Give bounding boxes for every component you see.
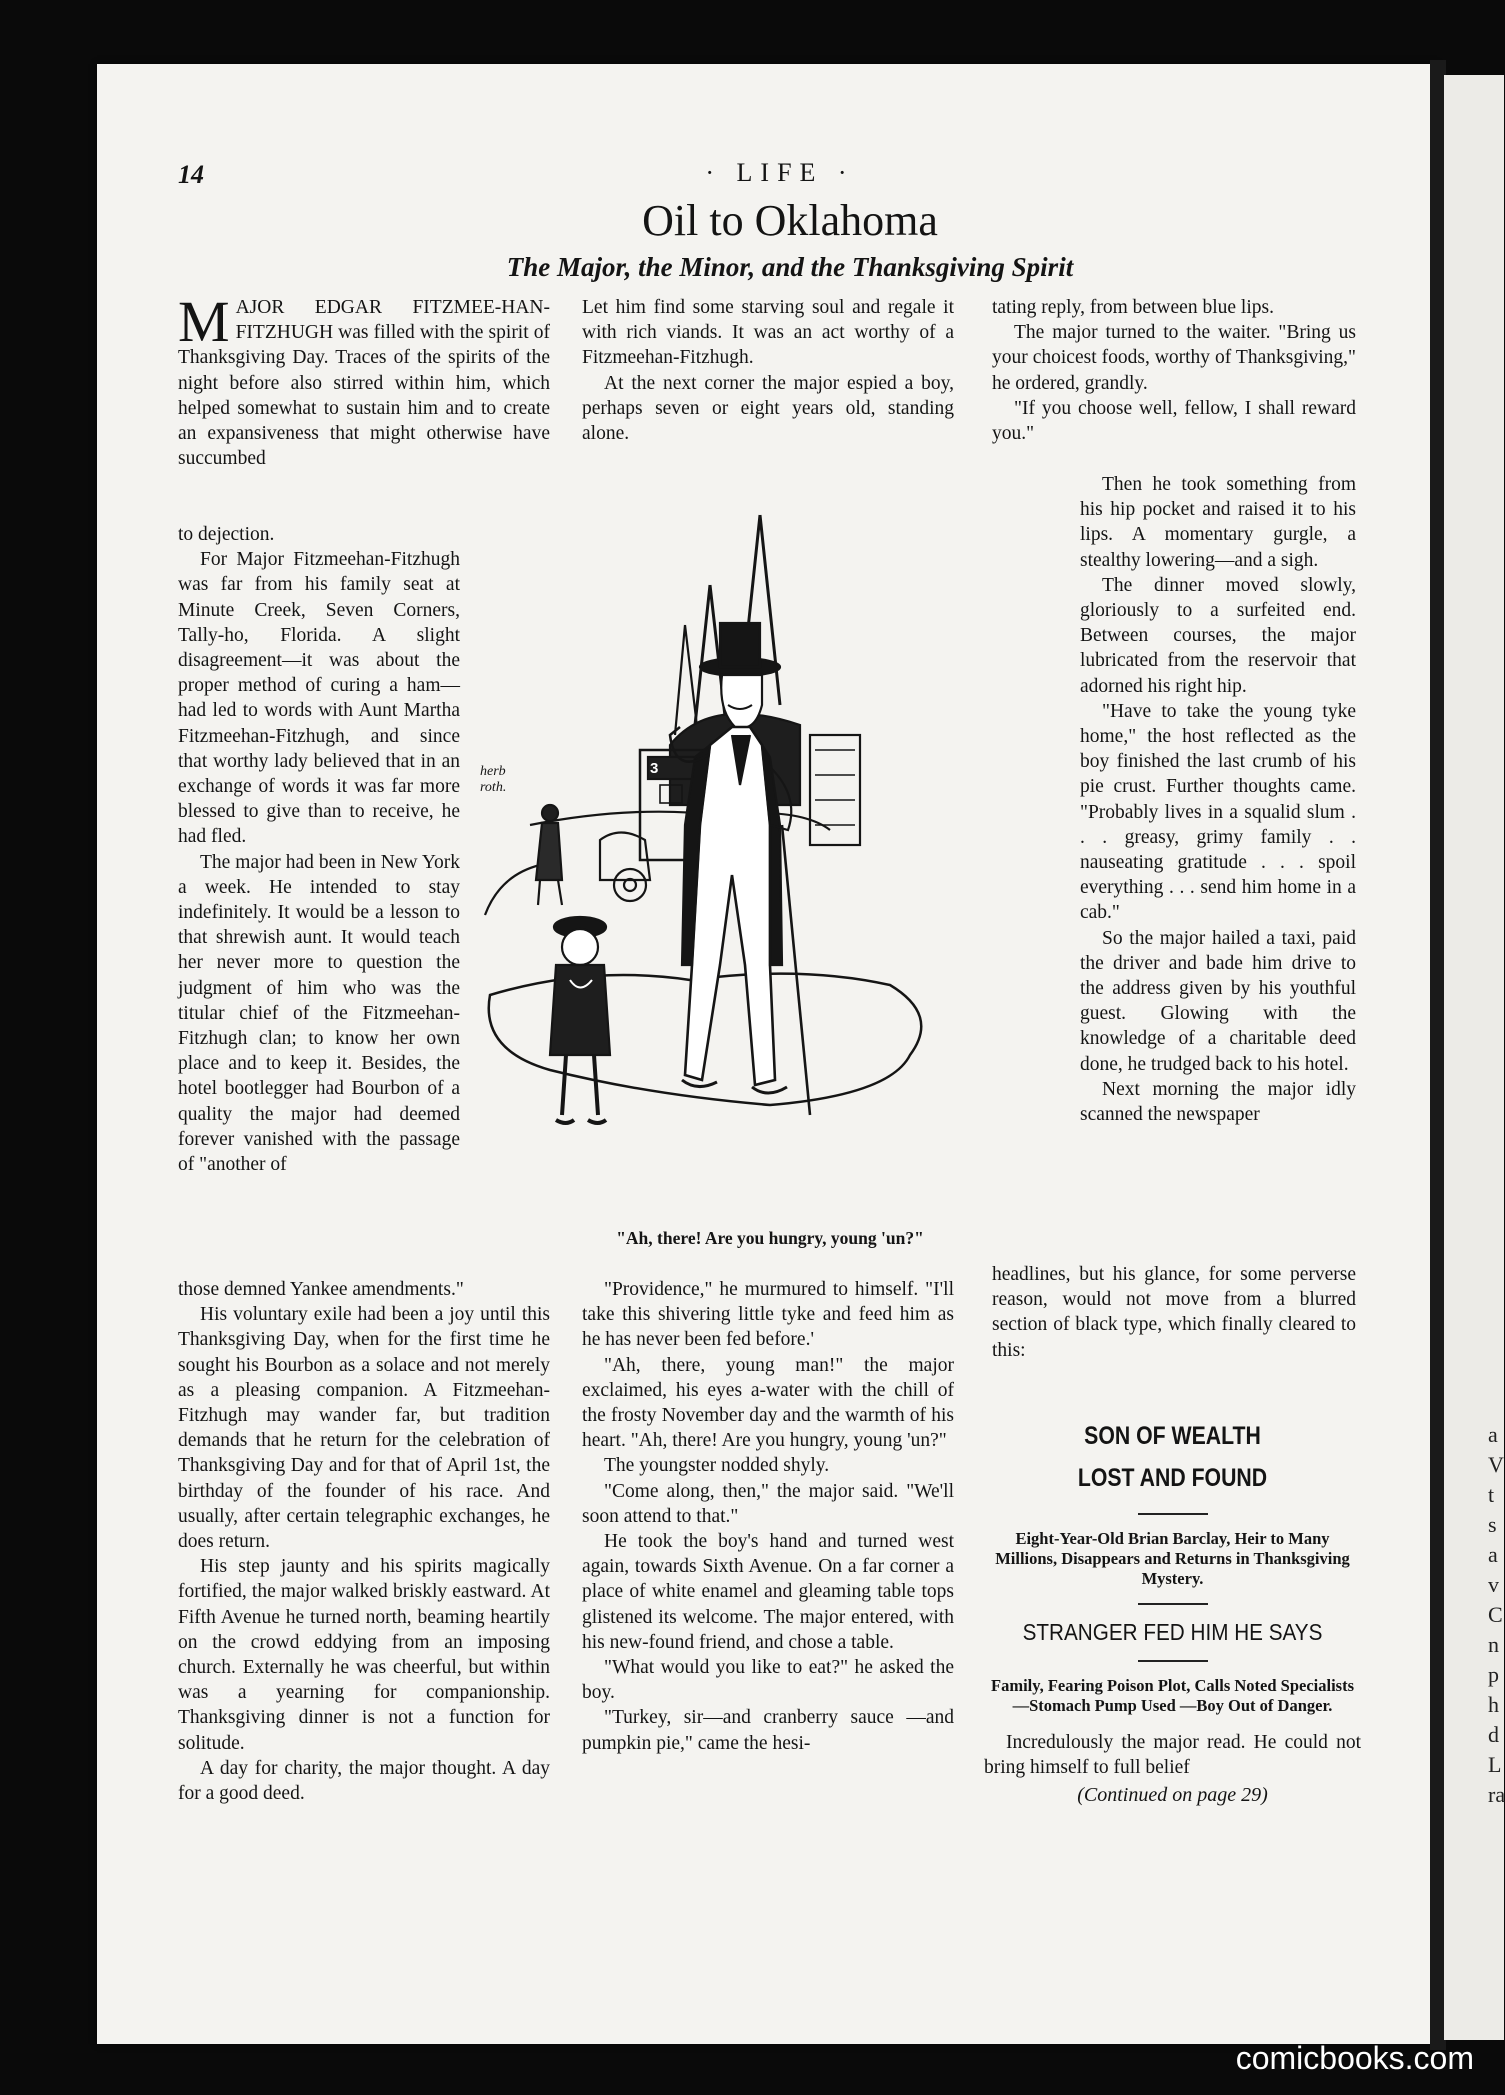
paragraph: Next morning the major idly scanned the newspaper [1080, 1078, 1356, 1126]
newspaper-clipping [980, 1415, 1365, 1807]
facing-page-letter: s [1488, 1512, 1497, 1537]
column-2-bottom [582, 1277, 954, 1756]
column-1-narrow [178, 522, 460, 1177]
column-1-lower [178, 1277, 550, 1806]
news-deck-1: Eight-Year-Old Brian Barclay, Heir to Many Millions, Disappears and Returns in Thanksgiving Mystery. [995, 1529, 1350, 1588]
column-2-top [582, 295, 954, 446]
facing-page-letter: ra [1488, 1782, 1505, 1807]
illustration-caption: "Ah, there! Are you hungry, young 'un?" [616, 1228, 924, 1248]
facing-page-letter: a [1488, 1542, 1498, 1567]
column-3-top [992, 295, 1356, 446]
page-number: 14 [178, 160, 204, 189]
bus-number: 3 [650, 760, 659, 777]
facing-page-letter: C [1488, 1602, 1503, 1627]
paragraph: "Have to take the young tyke home," the host reflected as the boy finished the last crumb of his pie crust. Further thoughts came. "Probably lives in a squalid slum . . . greasy, grimy family . . nauseating gratitude . . . spoil everything . . . send him home in a cab." [1080, 700, 1356, 924]
news-headline-2: LOST AND FOUND [1077, 1464, 1268, 1492]
illustration-signature-line1: herb [480, 764, 506, 779]
paragraph: For Major Fitzmeehan-Fitzhugh was far from his family seat at Minute Creek, Seven Corners, Tally-ho, Florida. A slight disagreement—it was about the proper method of curing a ham—had led to words with Aunt Martha Fitzmeehan-Fitzhugh, and since that worthy lady believed that in an exchange of words it was far more blessed to give than to receive, he had fled. [178, 549, 460, 848]
paragraph: "If you choose well, fellow, I shall reward you." [992, 397, 1356, 445]
facing-page-letter: d [1488, 1722, 1499, 1747]
paragraph: Let him find some starving soul and regale it with rich viands. It was an act worthy of a Fitzmeehan-Fitzhugh. [582, 297, 954, 369]
facing-page-fragments [1488, 1420, 1505, 1810]
divider [1138, 1513, 1208, 1515]
paragraph: The youngster nodded shyly. [604, 1455, 830, 1477]
illustration-signature-line2: roth. [480, 780, 507, 795]
article-title: Oil to Oklahoma [642, 196, 938, 245]
column-3-lower [992, 1262, 1356, 1363]
paragraph: "What would you like to eat?" he asked the boy. [582, 1657, 954, 1704]
facing-page-letter: V [1488, 1452, 1504, 1477]
paragraph: A day for charity, the major thought. A day for a good deed. [178, 1757, 550, 1805]
facing-page-letter: a [1488, 1422, 1498, 1447]
paragraph: The major turned to the waiter. "Bring us your choicest foods, worthy of Thanksgiving," he ordered, grandly. [992, 322, 1356, 394]
drop-cap: M [178, 289, 230, 354]
paragraph: headlines, but his glance, for some perverse reason, would not move from a blurred section of black type, which finally cleared to this: [992, 1264, 1356, 1361]
paragraph: His voluntary exile had been a joy until this Thanksgiving Day, when for the first time he sought his Bourbon as a solace and not merely as a pleasing companion. A Fitzmeehan-Fitzhugh may wander far, but tradition demands that he return for the celebration of Thanksgiving Day and for that of April 1st, the birthday of the founder of his race. And usually, after certain telegraphic exchanges, he does return. [178, 1304, 550, 1553]
paragraph: "Ah, there, young man!" the major exclaimed, his eyes a-water with the chill of the frosty November day and the warmth of his heart. "Ah, there! Are you hungry, young 'un?" [582, 1354, 954, 1452]
divider [1138, 1660, 1208, 1662]
news-deck-2: Family, Fearing Poison Plot, Calls Noted Specialists—Stomach Pump Used —Boy Out of Danger. [991, 1676, 1354, 1715]
paragraph: tating reply, from between blue lips. [992, 297, 1274, 318]
paragraph: "Turkey, sir—and cranberry sauce —and pumpkin pie," came the hesi- [582, 1707, 954, 1754]
running-head: · LIFE · [705, 158, 855, 187]
paragraph: The major had been in New York a week. He intended to stay indefinitely. It would be a lesson to that shrewish aunt. It would teach her never more to question the judgment of him who was the titular chief of the Fitzmeehan-Fitzhugh clan; to know her own place and to keep it. Besides, the hotel bootlegger had Bourbon of a quality the major had deemed forever vanished with the passage of "another of [178, 851, 460, 1176]
facing-page-letter: v [1488, 1572, 1499, 1597]
paragraph: to dejection. [178, 524, 275, 545]
illustration-major-and-boy [470, 495, 955, 1195]
news-headline-3: STRANGER FED HIM HE SAYS [1022, 1619, 1323, 1645]
watermark: comicbooks.com [1235, 2040, 1474, 2076]
paragraph: "Providence," he murmured to himself. "I'll take this shivering little tyke and feed him as he has never been fed before.' [582, 1279, 954, 1351]
paragraph: "Come along, then," the major said. "We'll soon attend to that." [582, 1480, 954, 1527]
paragraph: His step jaunty and his spirits magically fortified, the major walked briskly eastward. At Fifth Avenue he turned north, beaming heartily on the crowd eddying from an imposing church. Externally he was cheerful, but within was a yearning for companionship. Thanksgiving dinner is not a function for solitude. [178, 1556, 550, 1754]
article-subtitle: The Major, the Minor, and the Thanksgiving Spirit [506, 252, 1074, 282]
paragraph: those demned Yankee amendments." [178, 1279, 464, 1300]
facing-page-letter: L [1488, 1752, 1502, 1777]
column-1-opening [178, 289, 550, 471]
continued-note: (Continued on page 29) [1077, 1784, 1268, 1807]
paragraph: Then he took something from his hip pocket and raised it to his lips. A momentary gurgle, a stealthy lowering—and a sigh. [1080, 474, 1356, 571]
news-headline-1: SON OF WEALTH [1084, 1422, 1261, 1450]
facing-page-letter: n [1488, 1632, 1499, 1657]
facing-page-letter: h [1488, 1692, 1499, 1717]
paragraph: He took the boy's hand and turned west again, towards Sixth Avenue. On a far corner a place of white enamel and gleaming table tops glistened its welcome. The major entered, with his new-found friend, and chose a table. [582, 1531, 954, 1653]
divider [1138, 1603, 1208, 1605]
column-3-narrow [1080, 472, 1356, 1127]
paragraph: So the major hailed a taxi, paid the driver and bade him drive to the address given by his youthful guest. Glowing with the knowledge of a charitable deed done, he trudged back to his hotel. [1080, 927, 1356, 1075]
opening-paragraph: MAJOR EDGAR FITZMEE-HAN-FITZHUGH was filled with the spirit of Thanksgiving Day. Traces of the spirits of the night before also stirred within him, which helped somewhat to sustain him and to create an expansiveness that might otherwise have succumbed [178, 289, 550, 470]
paragraph: At the next corner the major espied a boy, perhaps seven or eight years old, standing alone. [582, 372, 954, 445]
facing-page-letter: p [1488, 1662, 1499, 1687]
paragraph: Incredulously the major read. He could not bring himself to full belief [984, 1732, 1361, 1779]
paragraph: The dinner moved slowly, gloriously to a surfeited end. Between courses, the major lubricated from the reservoir that adorned his right hip. [1080, 574, 1356, 697]
facing-page-letter: t [1488, 1482, 1495, 1507]
